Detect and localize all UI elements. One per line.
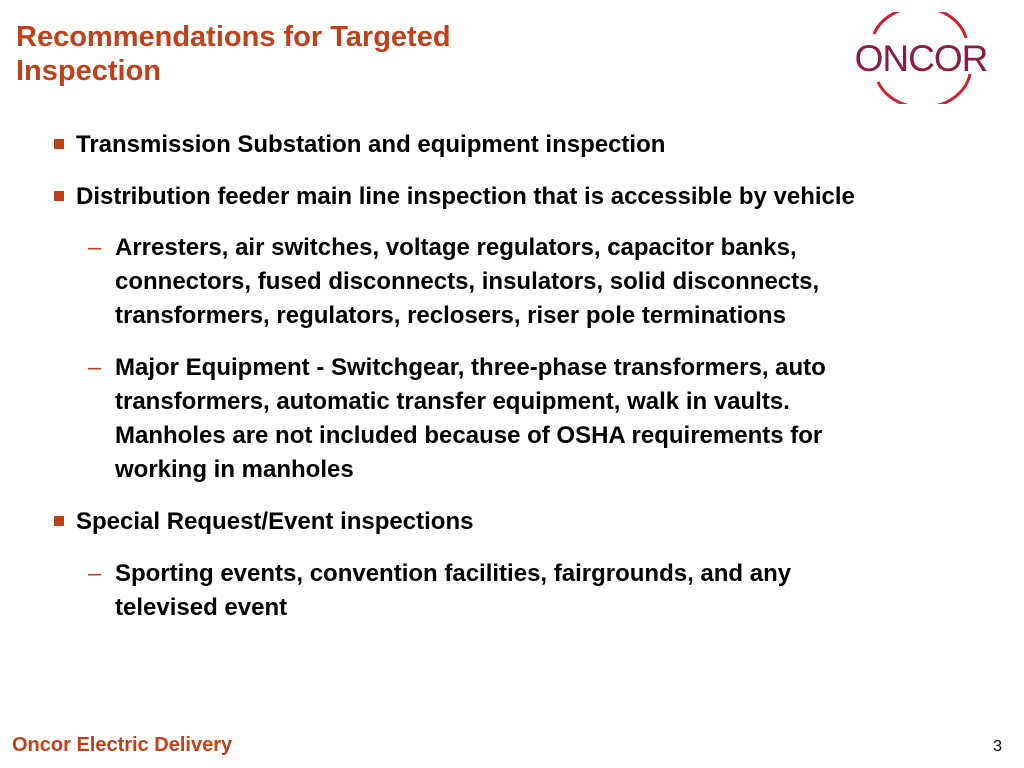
sub-bullet-line: Sporting events, convention facilities, fairgrounds, and any bbox=[115, 560, 792, 587]
logo-text: ONCOR bbox=[854, 38, 988, 79]
bullet-item bbox=[76, 505, 1006, 539]
bullet-text: Special Request/Event inspections bbox=[76, 508, 474, 535]
sub-bullet-line: working in manholes bbox=[115, 456, 354, 483]
sub-bullet-item bbox=[88, 557, 995, 625]
sub-bullet-line: Major Equipment - Switchgear, three-phase transformers, auto bbox=[115, 354, 826, 381]
sub-bullet-line: transformers, automatic transfer equipment, walk in vaults. bbox=[115, 388, 790, 415]
dash-bullet-icon: – bbox=[88, 234, 102, 261]
bullet-text: Distribution feeder main line inspection that is accessible by vehicle bbox=[76, 183, 855, 210]
sub-bullet-item bbox=[88, 231, 995, 333]
square-bullet-icon bbox=[54, 516, 64, 526]
square-bullet-icon bbox=[54, 139, 64, 149]
sub-bullet-item bbox=[88, 351, 995, 487]
page-number: 3 bbox=[993, 738, 1002, 755]
title-line: Inspection bbox=[16, 55, 162, 87]
sub-bullet-line: transformers, regulators, reclosers, riser pole terminations bbox=[115, 302, 786, 329]
sub-bullet-line: Arresters, air switches, voltage regulators, capacitor banks, bbox=[115, 234, 797, 261]
bullet-item bbox=[76, 128, 1006, 162]
bullet-text: Transmission Substation and equipment inspection bbox=[76, 131, 666, 158]
oncor-logo bbox=[846, 12, 996, 104]
sub-bullet-line: connectors, fused disconnects, insulators, solid disconnects, bbox=[115, 268, 820, 295]
sub-bullet-line: Manholes are not included because of OSHA requirements for bbox=[115, 422, 823, 449]
sub-bullet-line: televised event bbox=[115, 594, 288, 621]
footer-text: Oncor Electric Delivery bbox=[12, 734, 233, 756]
dash-bullet-icon: – bbox=[88, 560, 102, 587]
bullet-item bbox=[76, 180, 1006, 214]
dash-bullet-icon: – bbox=[88, 354, 102, 381]
square-bullet-icon bbox=[54, 191, 64, 201]
title-line: Recommendations for Targeted bbox=[16, 21, 451, 53]
slide-title bbox=[16, 20, 636, 88]
